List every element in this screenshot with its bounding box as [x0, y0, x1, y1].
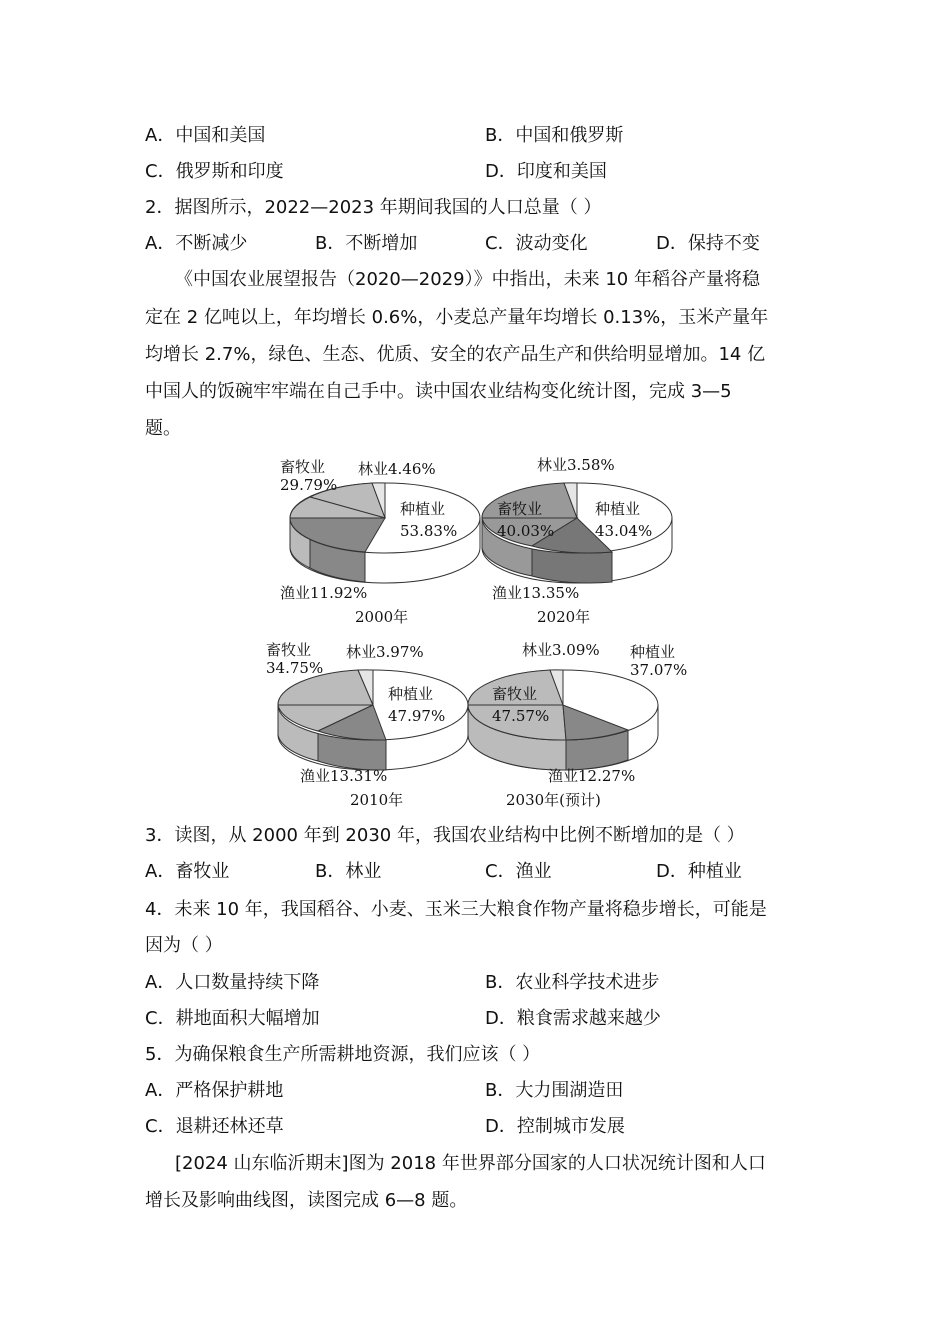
- label-2030-animal-value: 47.57%: [492, 707, 550, 725]
- q4-option-a: A．人口数量持续下降: [145, 972, 320, 993]
- q3-stem: 3．读图，从 2000 年到 2030 年，我国农业结构中比例不断增加的是（ ）: [145, 825, 745, 846]
- label-2010-animal: 畜牧业: [266, 641, 312, 659]
- passage-line-1: 《中国农业展望报告（2020—2029）》中指出，未来 10 年稻谷产量将稳: [175, 269, 760, 290]
- passage-line-3: 均增长 2.7%，绿色、生态、优质、安全的农产品生产和供给明显增加。14 亿: [145, 344, 766, 365]
- label-2020-crop: 种植业: [595, 500, 641, 518]
- q5-option-a: A．严格保护耕地: [145, 1080, 284, 1101]
- q2-option-d: D．保持不变: [656, 233, 760, 254]
- label-2010-animal-value: 34.75%: [266, 659, 324, 677]
- passage-line-2: 定在 2 亿吨以上，年均增长 0.6%，小麦总产量年均增长 0.13%，玉米产量年: [145, 307, 769, 328]
- pie-2020: [482, 456, 672, 626]
- q4-option-b: B．农业科学技术进步: [485, 972, 660, 993]
- q4-option-d: D．粮食需求越来越少: [485, 1008, 661, 1029]
- pie-figure-svg: [260, 448, 720, 818]
- pie-2030: [468, 641, 687, 809]
- passage2-line-2: 增长及影响曲线图，读图完成 6—8 题。: [145, 1190, 468, 1211]
- label-2030-animal: 畜牧业: [492, 685, 538, 703]
- label-2000-year: 2000年: [355, 608, 409, 626]
- q5-option-d: D．控制城市发展: [485, 1116, 625, 1137]
- pie-2000: [280, 458, 480, 626]
- q3-option-d: D．种植业: [656, 861, 742, 882]
- q1-option-a: A．中国和美国: [145, 125, 266, 146]
- passage2-line-1: [2024 山东临沂期末]图为 2018 年世界部分国家的人口状况统计图和人口: [175, 1153, 766, 1174]
- q2-stem: 2．据图所示，2022—2023 年期间我国的人口总量（ ）: [145, 197, 602, 218]
- label-2000-forest: 林业4.46%: [358, 460, 436, 478]
- q5-option-b: B．大力围湖造田: [485, 1080, 624, 1101]
- label-2030-crop-value: 37.07%: [630, 661, 688, 679]
- q1-option-d: D．印度和美国: [485, 161, 607, 182]
- q4-stem-1: 4．未来 10 年，我国稻谷、小麦、玉米三大粮食作物产量将稳步增长，可能是: [145, 899, 767, 920]
- label-2010-year: 2010年: [350, 791, 404, 809]
- pie-2010: [266, 641, 468, 809]
- q3-option-c: C．渔业: [485, 861, 552, 882]
- label-2030-fish: 渔业12.27%: [548, 767, 636, 785]
- label-2020-forest: 林业3.58%: [537, 456, 615, 474]
- q1-option-b: B．中国和俄罗斯: [485, 125, 624, 146]
- label-2000-fish: 渔业11.92%: [280, 584, 368, 602]
- passage-line-4: 中国人的饭碗牢牢端在自己手中。读中国农业结构变化统计图，完成 3—5: [145, 381, 732, 402]
- agriculture-structure-figure: [260, 448, 720, 818]
- label-2030-forest: 林业3.09%: [522, 641, 600, 659]
- label-2000-crop-value: 53.83%: [400, 522, 458, 540]
- label-2020-animal-value: 40.03%: [497, 522, 555, 540]
- label-2030-crop: 种植业: [630, 643, 676, 661]
- label-2020-animal: 畜牧业: [497, 500, 543, 518]
- q1-option-c: C．俄罗斯和印度: [145, 161, 284, 182]
- label-2010-crop: 种植业: [388, 685, 434, 703]
- label-2010-fish: 渔业13.31%: [300, 767, 388, 785]
- q2-option-b: B．不断增加: [315, 233, 418, 254]
- label-2000-animal: 畜牧业: [280, 458, 326, 476]
- label-2010-forest: 林业3.97%: [346, 643, 424, 661]
- q5-stem: 5．为确保粮食生产所需耕地资源，我们应该（ ）: [145, 1044, 541, 1065]
- q2-option-c: C．波动变化: [485, 233, 588, 254]
- q3-option-b: B．林业: [315, 861, 382, 882]
- q3-option-a: A．畜牧业: [145, 861, 230, 882]
- q4-stem-2: 因为（ ）: [145, 935, 223, 956]
- label-2020-crop-value: 43.04%: [595, 522, 653, 540]
- q2-option-a: A．不断减少: [145, 233, 248, 254]
- label-2000-crop: 种植业: [400, 500, 446, 518]
- label-2000-animal-value: 29.79%: [280, 476, 338, 494]
- passage-line-5: 题。: [145, 418, 181, 439]
- q4-option-c: C．耕地面积大幅增加: [145, 1008, 320, 1029]
- q5-option-c: C．退耕还林还草: [145, 1116, 284, 1137]
- label-2020-year: 2020年: [537, 608, 591, 626]
- label-2010-crop-value: 47.97%: [388, 707, 446, 725]
- label-2030-year: 2030年(预计): [506, 791, 601, 809]
- label-2020-fish: 渔业13.35%: [492, 584, 580, 602]
